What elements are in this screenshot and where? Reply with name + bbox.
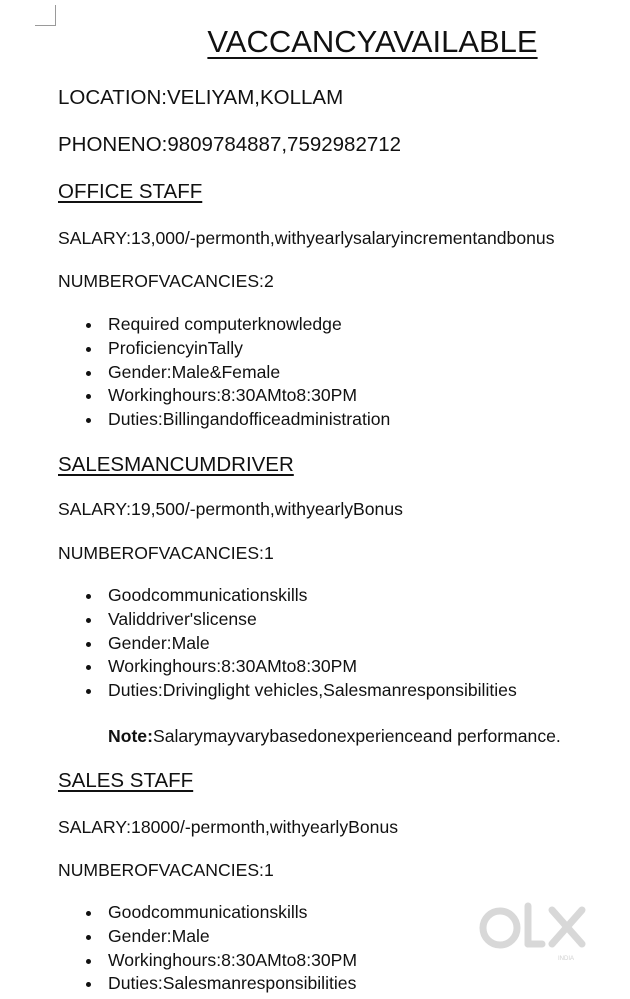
note-label: Note: <box>108 726 153 746</box>
vacancies-label: NUMBEROFVACANCIES: <box>58 271 264 291</box>
sales-staff-vacancies <box>58 860 274 881</box>
list-item: Gender:Male <box>58 632 517 656</box>
list-item: Workinghours:8:30AMto8:30PM <box>58 949 357 973</box>
salary-label: SALARY: <box>58 817 132 837</box>
location-line: LOCATION:VELIYAM,KOLLAM <box>58 86 344 109</box>
phone-line: PHONENO:9809784887,7592982712 <box>58 133 402 156</box>
watermark-country: INDIA <box>558 956 575 962</box>
office-staff-requirements <box>58 313 390 432</box>
list-item: Duties:Billingandofficeadministration <box>58 408 390 432</box>
list-item: Required computerknowledge <box>58 313 390 337</box>
list-item: ProficiencyinTally <box>58 337 390 361</box>
salesman-driver-salary <box>58 499 403 520</box>
salary-value: 13,000/-permonth,withyearlysalaryincrementandbonus <box>131 228 555 248</box>
salary-label: SALARY: <box>58 499 132 519</box>
vacancies-value: 1 <box>263 543 274 563</box>
vacancies-value: 2 <box>263 271 274 291</box>
list-item: Gender:Male&Female <box>58 361 390 385</box>
sales-staff-salary <box>58 817 398 838</box>
salary-note <box>108 726 561 747</box>
office-staff-vacancies <box>58 271 274 292</box>
list-item: Goodcommunicationskills <box>58 901 357 925</box>
salesman-driver-requirements <box>58 584 517 703</box>
section-heading-sales-staff: SALES STAFF <box>58 769 194 792</box>
olx-watermark-logo <box>478 898 600 964</box>
salary-value: 19,500/-permonth,withyearlyBonus <box>131 499 403 519</box>
list-item: Duties:Drivinglight vehicles,Salesmanresponsibilities <box>58 679 517 703</box>
list-item: Gender:Male <box>58 925 357 949</box>
salary-value: 18000/-permonth,withyearlyBonus <box>131 817 399 837</box>
section-heading-salesman-cum-driver: SALESMANCUMDRIVER <box>58 453 294 476</box>
list-item: Workinghours:8:30AMto8:30PM <box>58 384 390 408</box>
section-heading-office-staff: OFFICE STAFF <box>58 180 203 203</box>
list-item: Validdriver'slicense <box>58 608 517 632</box>
list-item: Duties:Salesmanresponsibilities <box>58 972 357 996</box>
note-value: Salarymayvarybasedonexperienceand performance. <box>152 726 561 746</box>
list-item: Goodcommunicationskills <box>58 584 517 608</box>
page-corner-mark <box>35 5 56 26</box>
office-staff-salary <box>58 228 555 249</box>
salesman-driver-vacancies <box>58 543 274 564</box>
vacancies-label: NUMBEROFVACANCIES: <box>58 860 264 880</box>
list-item: Workinghours:8:30AMto8:30PM <box>58 655 517 679</box>
vacancies-value: 1 <box>263 860 274 880</box>
sales-staff-requirements <box>58 901 357 996</box>
vacancies-label: NUMBEROFVACANCIES: <box>58 543 264 563</box>
salary-label: SALARY: <box>58 228 132 248</box>
document-title: VACCANCYAVAILABLE <box>207 24 538 59</box>
